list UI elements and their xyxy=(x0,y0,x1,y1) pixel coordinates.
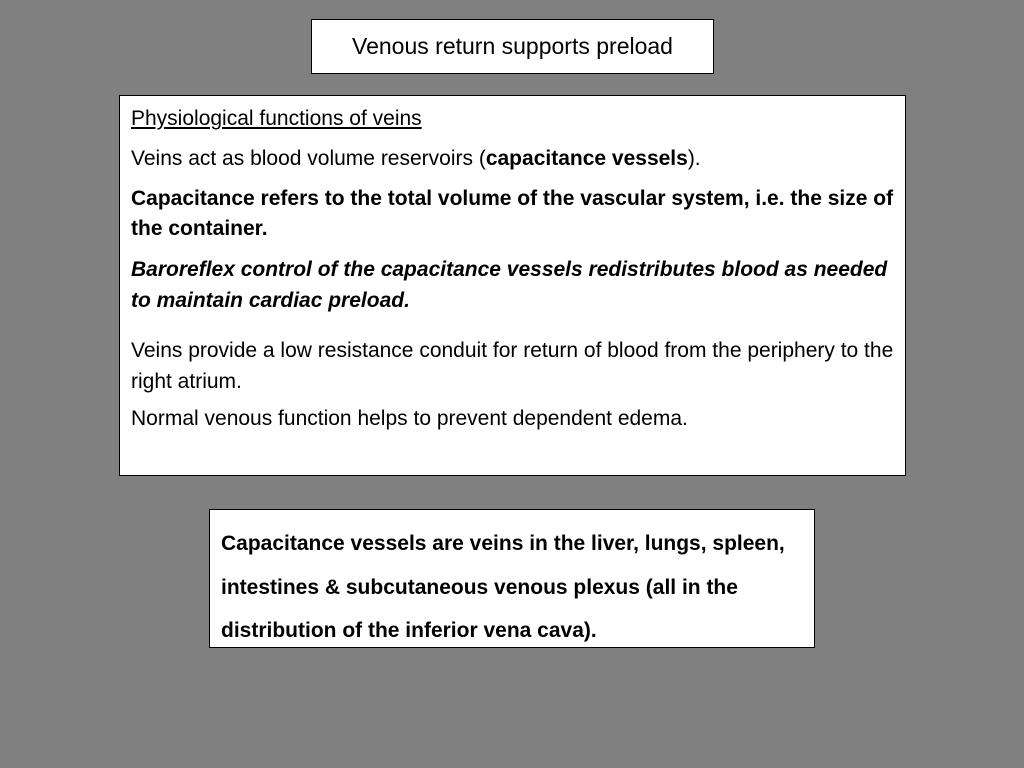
reservoirs-text-prefix: Veins act as blood volume reservoirs ( xyxy=(131,147,486,170)
paragraph-edema: Normal venous function helps to prevent dependent edema. xyxy=(131,407,688,430)
slide-title-box xyxy=(311,19,714,74)
capacitance-vessels-note: Capacitance vessels are veins in the liver, lungs, spleen, intestines & subcutaneous venous plexus (all in the distribution of the inferior vena cava). xyxy=(221,532,785,642)
main-content-box xyxy=(119,95,906,476)
reservoirs-text-suffix: ). xyxy=(687,147,701,170)
paragraph-capacitance-definition: Capacitance refers to the total volume of the vascular system, i.e. the size of the container. xyxy=(131,187,894,240)
slide-title: Venous return supports preload xyxy=(352,33,673,59)
paragraph-reservoirs xyxy=(131,144,895,174)
paragraph-baroreflex: Baroreflex control of the capacitance vessels redistributes blood as needed to maintain cardiac preload. xyxy=(131,258,888,312)
section-heading: Physiological functions of veins xyxy=(131,107,422,130)
paragraph-conduit: Veins provide a low resistance conduit for return of blood from the periphery to the right atrium. xyxy=(131,339,894,393)
reservoirs-text-bold: capacitance vessels xyxy=(485,147,688,170)
capacitance-vessels-note-box xyxy=(209,509,815,648)
